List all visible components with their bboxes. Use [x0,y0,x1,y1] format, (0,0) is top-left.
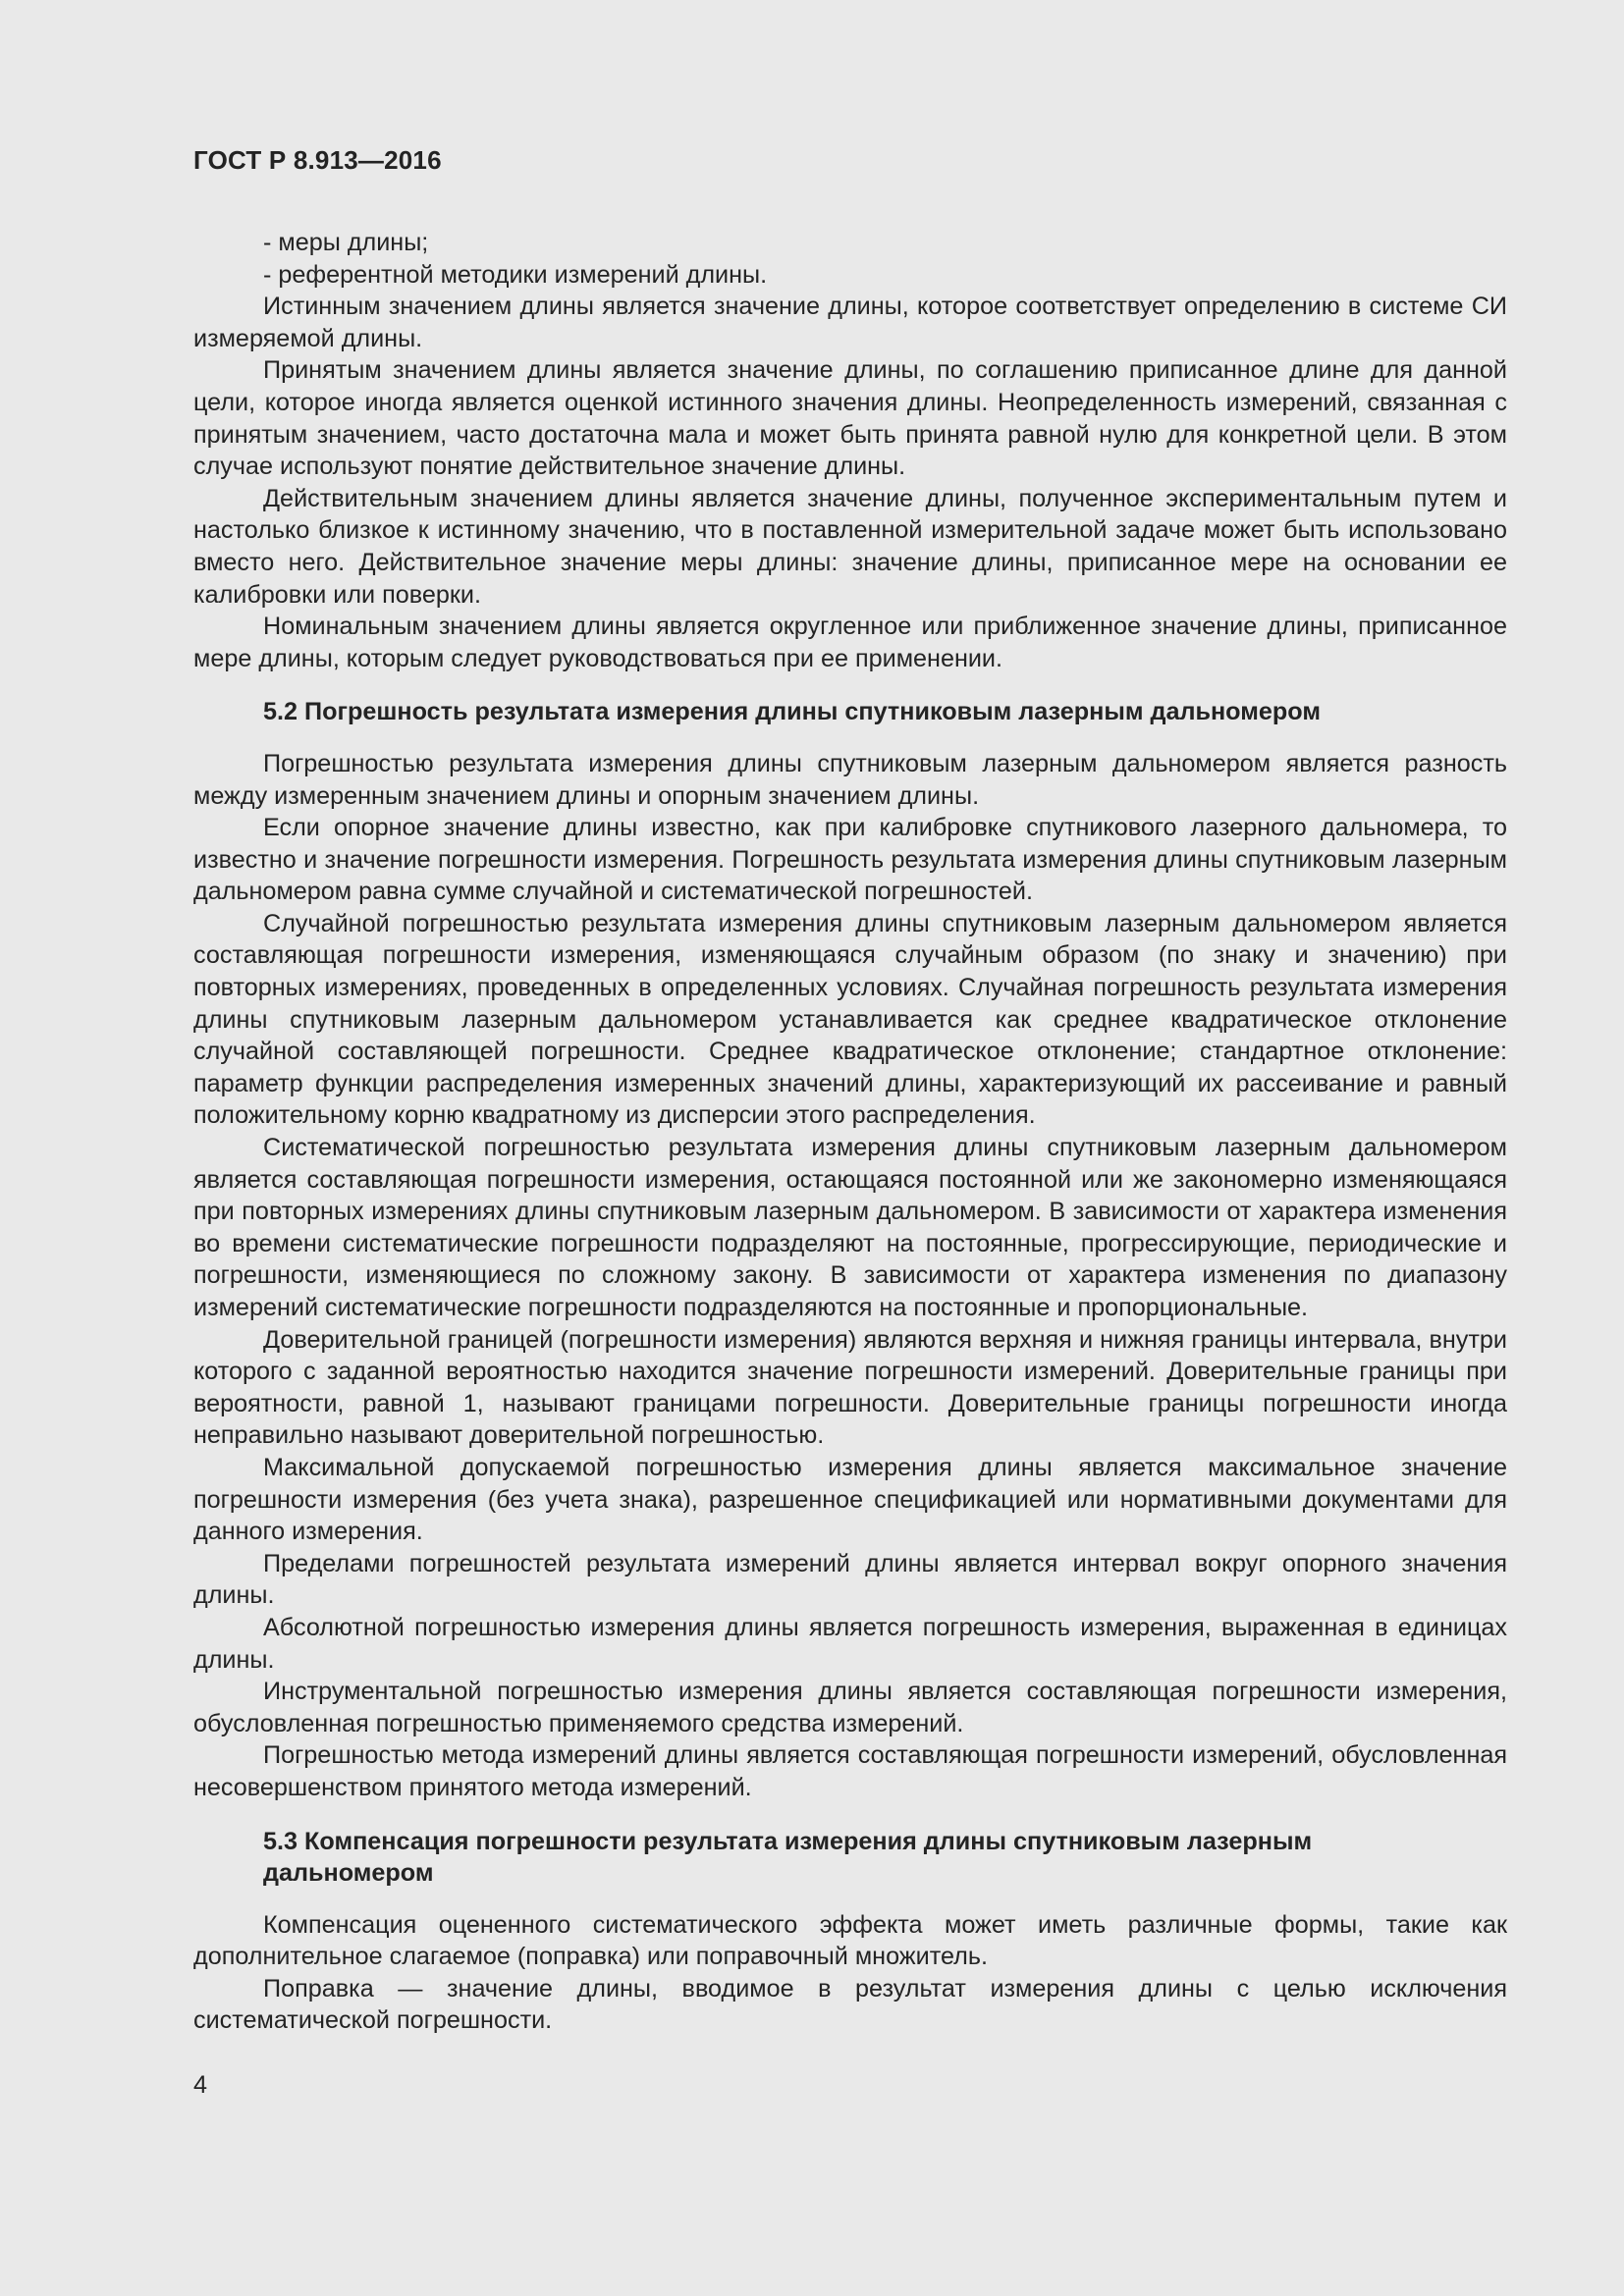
paragraph: Инструментальной погрешностью измерения длины является составляющая погрешности измерения, обусловленная погрешностью применяемого средства измерений. [193,1678,1507,1737]
paragraph: Абсолютной погрешностью измерения длины является погрешность измерения, выраженная в единицах длины. [193,1613,1507,1674]
paragraph: Компенсация оцененного систематического эффекта может иметь различные формы, такие как дополнительное слагаемое (поправка) или поправочный множитель. [193,1910,1507,1971]
paragraph: Принятым значением длины является значение длины, по соглашению приписанное длине для данной цели, которое иногда является оценкой истинного значения длины. Неопределенность измерений, связанная с принятым значением, часто достаточна мала и может быть принята равной нулю для конкретной цели. В этом случае используют понятие действительное значение длины. [193,356,1507,481]
page-number: 4 [193,2071,208,2099]
document-body [193,227,1507,2037]
paragraph: Случайной погрешностью результата измерения длины спутниковым лазерным дальномером является составляющая погрешности измерения, изменяющаяся случайным образом (по знаку и значению) при повторных измерениях, проведенных в определенных условиях. Случайная погрешность результата измерения длины спутниковым лазерным дальномером устанавливается как среднее квадратическое отклонение случайной составляющей погрешности. Среднее квадратическое отклонение; стандартное отклонение: параметр функции распределения измеренных значений длины, характеризующий их рассеивание и равный положительному корню квадратному из дисперсии этого распределения. [193,909,1507,1130]
section-heading-5-3 [263,1826,1507,1890]
paragraph: Действительным значением длины является значение длины, полученное экспериментальным путем и настолько близкое к истинному значению, что в поставленной измерительной задаче может быть использовано вместо него. Действительное значение меры длины: значение длины, приписанное мере на основании ее калибровки или поверки. [193,484,1507,609]
paragraph: Номинальным значением длины является округленное или приближенное значение длины, приписанное мере длины, которым следует руководствоваться при ее применении. [193,613,1507,672]
list-item: - меры длины; [263,229,429,256]
section-heading-5-3-line1: 5.3 Компенсация погрешности результата измерения длины спутниковым лазерным [263,1827,1313,1855]
paragraph: Погрешностью результата измерения длины спутниковым лазерным дальномером является разность между измеренным значением длины и опорным значением длины. [193,749,1507,810]
paragraph: Погрешностью метода измерений длины является составляющая погрешности измерений, обусловленная несовершенством принятого метода измерений. [193,1741,1507,1801]
document-header: ГОСТ Р 8.913—2016 [193,145,442,175]
paragraph: Истинным значением длины является значение длины, которое соответствует определению в системе СИ измеряемой длины. [193,293,1507,352]
list-item: - референтной методики измерений длины. [263,260,768,289]
paragraph: Поправка — значение длины, вводимое в результат измерения длины с целью исключения систематической погрешности. [193,1974,1507,2035]
paragraph: Если опорное значение длины известно, как при калибровке спутникового лазерного дальномера, то известно и значение погрешности измерения. Погрешность результата измерения длины спутниковым лазерным дальномером равна сумме случайной и систематической погрешностей. [193,814,1507,906]
section-heading-5-2: 5.2 Погрешность результата измерения длины спутниковым лазерным дальномером [263,698,1321,726]
paragraph: Пределами погрешностей результата измерений длины является интервал вокруг опорного значения длины. [193,1549,1507,1610]
section-heading-5-3-line2: дальномером [263,1859,434,1888]
paragraph: Максимальной допускаемой погрешностью измерения длины является максимальное значение погрешности измерения (без учета знака), разрешенное спецификацией или нормативными документами для данного измерения. [193,1453,1507,1546]
paragraph: Систематической погрешностью результата измерения длины спутниковым лазерным дальномером является составляющая погрешности измерения, остающаяся постоянной или же закономерно изменяющаяся при повторных измерениях длины спутниковым лазерным дальномером. В зависимости от характера изменения во времени систематические погрешности подразделяют на постоянные, прогрессирующие, периодические и погрешности, изменяющиеся по сложному закону. В зависимости от характера изменения по диапазону измерений систематические погрешности подразделяются на постоянные и пропорциональные. [193,1134,1507,1321]
paragraph: Доверительной границей (погрешности измерения) являются верхняя и нижняя границы интервала, внутри которого с заданной вероятностью находится значение погрешности измерений. Доверительные границы при вероятности, равной 1, называют границами погрешности. Доверительные границы погрешности иногда неправильно называют доверительной погрешностью. [193,1325,1507,1450]
